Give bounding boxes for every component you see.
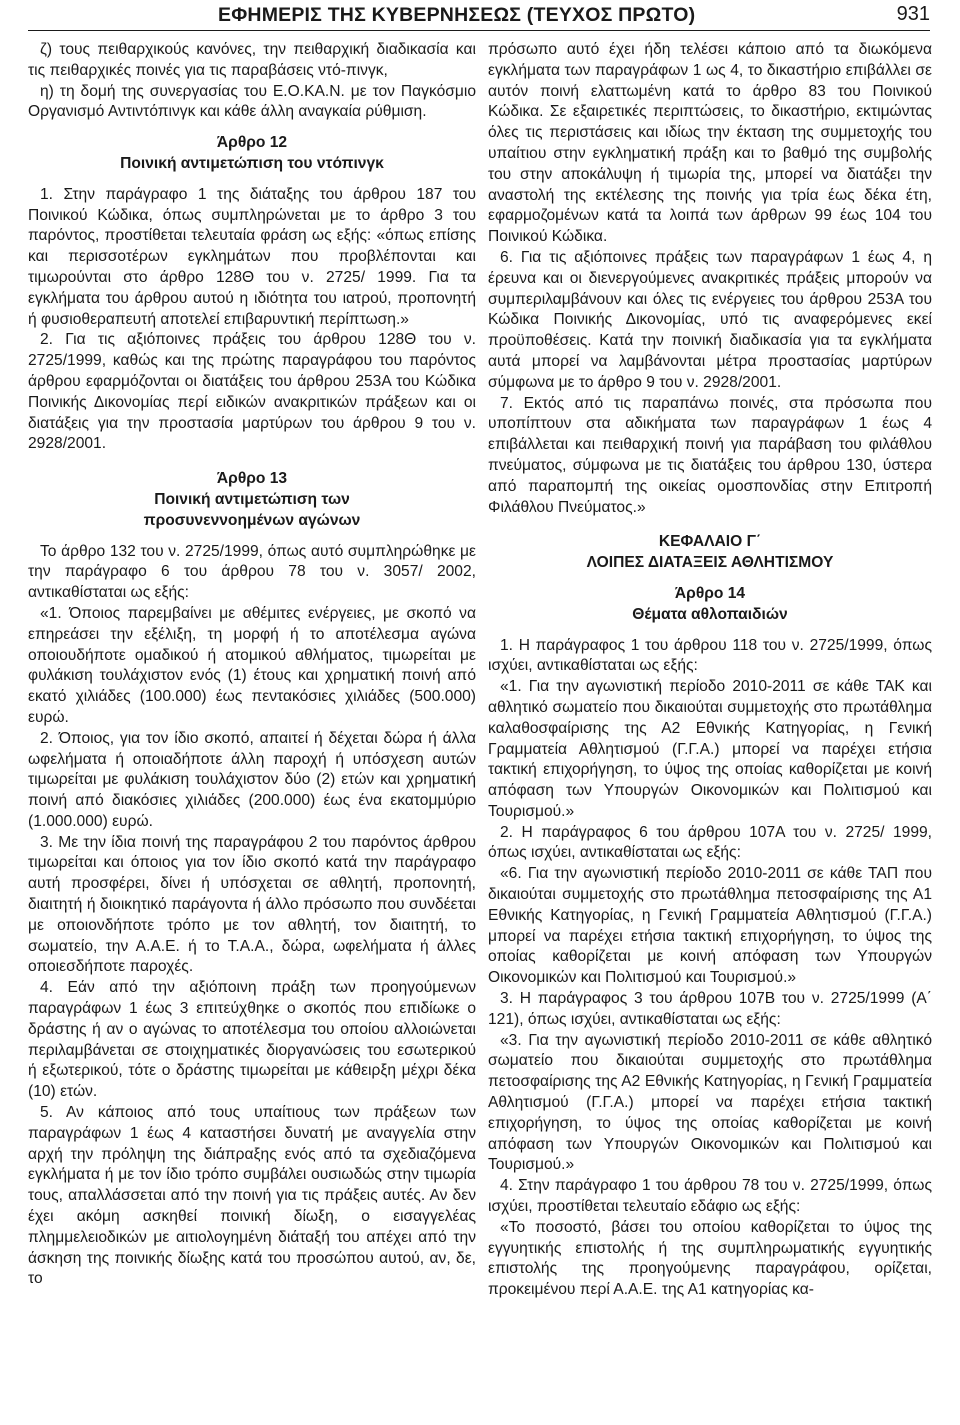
article-13-paragraph-5: 5. Αν κάποιος από τους υπαίτιους των πράξεων των παραγράφων 1 έως 4 καταστήσει δυνατή με αναγγελία στην αρχή την πρόληψη της διάπραξης ενός από τα σχεδιαζόμενα εγκλήματα ή με τον ίδιο τρόπο συμβάλει ουσιωδώς στην τιμωρία τους, απαλλάσσεται από την ποινή για τις πράξεις αυτές. Αν δεν έχει ακόμη ασκηθεί ποινική δίωξη, ο εισαγγελέας πλημμελειοδικών με αιτιολογημένη διάταξή του απέχει από την άσκηση της ποινικής δίωξης κατά του προσώπου αυτού, αν, δε, το xyxy=(28,1104,476,1288)
left-column xyxy=(28,40,476,1290)
article-12-subtitle: Ποινική αντιμετώπιση του ντόπινγκ xyxy=(120,154,384,172)
article-12-paragraph-2: 2. Για τις αξιόποινες πράξεις του άρθρου 128Θ του ν. 2725/1999, καθώς και της πρώτης παραγράφου του παρόντος άρθρου εφαρμόζονται οι διατάξεις του άρθρου 253Α του Κώδικα Ποινικής Δικονομίας περί ειδικών ανακριτικών πράξεων και οι διατάξεις για την προστασία μαρτύρων του άρθρου 9 του ν. 2928/2001. xyxy=(28,331,476,453)
article-13-intro: Το άρθρο 132 του ν. 2725/1999, όπως αυτό συμπληρώθηκε με την παράγραφο 6 του άρθρου 78 του ν. 3057/ 2002, αντικαθίσταται ως εξής: xyxy=(28,542,476,602)
article-14-title: Άρθρο 14 xyxy=(674,584,746,602)
article-13-paragraph-1: «1. Όποιος παρεμβαίνει με αθέμιτες ενέργειες, με σκοπό να επηρεάσει την εξέλιξη, τη μορφή ή το αποτέλεσμα αγώνα οποιουδήποτε ομαδικού ή ατομικού αθλήματος, τιμωρείται με φυλάκιση τουλάχιστον ενός (1) έτους και χρηματική ποινή από εκατό χιλιάδες (100.000) έως πεντακόσιες χιλιάδες (500.000) ευρώ. xyxy=(28,604,476,726)
article-14-quote-4: «Το ποσοστό, βάσει του οποίου καθορίζεται το ύψος της εγγυητικής επιστολής ή της συμπληρωματικής εγγυητικής επιστολής της προηγούμενης παραγράφου, ορίζεται, προκειμένου περί Α.Α.Ε. της Α1 κατηγορίας κα- xyxy=(488,1218,932,1299)
article-13-subtitle-line-2: προσυνεννοημένων αγώνων xyxy=(143,511,361,529)
right-column xyxy=(488,40,932,1301)
page-number: 931 xyxy=(896,3,930,25)
article-14-quote-2: «6. Για την αγωνιστική περίοδο 2010-2011 σε κάθε ΤΑΠ που δικαιούται συμμετοχής στο πρωτάθλημα πετοσφαίρισης της Α1 Εθνικής Κατηγορίας, η Γενική Γραμματεία Αθλητισμού (Γ.Γ.Α.) μπορεί να παρέχει ετήσια τακτική επιχορήγηση, το ύψος της οποίας καθορίζεται με κοινή απόφαση των Υπουργών Οικονομικών και Πολιτισμού και Τουρισμού.» xyxy=(488,865,932,987)
article-14-paragraph-1: 1. Η παράγραφος 1 του άρθρου 118 του ν. 2725/1999, όπως ισχύει, αντικαθίσταται ως εξής: xyxy=(488,636,932,675)
article-13-paragraph-2: 2. Όποιος, για τον ίδιο σκοπό, απαιτεί ή δέχεται δώρα ή άλλα ωφελήματα ή οποιαδήποτε άλλη παροχή ή υπόσχεση αυτών τιμωρείται με φυλάκιση τουλάχιστον δύο (2) ετών και χρηματική ποινή από διακόσιες χιλιάδες (200.000) έως ένα εκατομμύριο (1.000.000) ευρώ. xyxy=(28,729,476,830)
article-13-paragraph-4: 4. Εάν από την αξιόποινη πράξη των προηγούμενων παραγράφων 1 έως 3 επιτεύχθηκε ο σκοπός που επιδίωκε ο δράστης ή αν ο αγώνας το αποτέλεσμα του οποίου αλλοιώνεται περιλαμβάνεται σε στοιχηματικές διοργανώσεις του εσωτερικού ή εξωτερικού, τότε ο δράστης τιμωρείται με κάθειρξη μέχρι δέκα (10) ετών. xyxy=(28,979,476,1101)
page-header xyxy=(28,0,930,31)
article-14-quote-3: «3. Για την αγωνιστική περίοδο 2010-2011 σε κάθε αθλητικό σωματείο που δικαιούται συμμετοχής στο πρωτάθλημα πετοσφαίρισης της Α2 Εθνικής Κατηγορίας, η Γενική Γραμματεία Αθλητισμού (Γ.Γ.Α.) μπορεί να παρέχει ετήσια τακτική επιχορήγηση, το ύψος της οποίας καθορίζεται με κοινή απόφαση των Υπουργών Οικονομικών και Πολιτισμού και Τουρισμού.» xyxy=(488,1031,932,1174)
article-14-quote-1: «1. Για την αγωνιστική περίοδο 2010-2011 σε κάθε ΤΑΚ και αθλητικό σωματείο που δικαιούται συμμετοχής στο πρωτάθλημα καλαθοσφαίρισης της Α2 Εθνικής Κατηγορίας, η Γενική Γραμματεία Αθλητισμού (Γ.Γ.Α.) μπορεί να παρέχει ετήσια τακτική επιχορήγηση, το ύψος της οποίας καθορίζεται με κοινή απόφαση των Υπουργών Οικονομικών και Πολιτισμού και Τουρισμού.» xyxy=(488,678,932,820)
article-13-paragraph-3: 3. Με την ίδια ποινή της παραγράφου 2 του παρόντος άρθρου τιμωρείται και όποιος για τον ίδιο σκοπό κατά την παράγραφο αυτή προσφέρει, δίνει ή υπόσχεται σε αθλητή, προπονητή, διαιτητή ή διοικητικό παράγοντα ή άλλο πρόσωπο που συνδέεται με οποιονδήποτε τρόπο με τον αθλητή, τον διαιτητή, το σωματείο, την Α.Α.Ε. ή το Τ.Α.Α., δώρα, ωφελήματα ή άλλες οποιεσδήποτε παροχές. xyxy=(28,833,476,976)
article-13-subtitle-line-1: Ποινική αντιμετώπιση των xyxy=(154,490,350,508)
continued-paragraph: πρόσωπο αυτό έχει ήδη τελέσει κάποιο από τα διωκόμενα εγκλήματα των παραγράφων 1 ως 4, το δικαστήριο επιβάλλει σε αυτόν ποινή ελαττωμένη κατά το άρθρο 83 του Ποινικού Κώδικα. Σε εξαιρετικές περιπτώσεις, το δικαστήριο, εκτιμώντας όλες τις περιστάσεις και ιδίως την έκταση της συμμετοχής του υπαίτιου στην εγκληματική πράξη και το βαθμό της συμβολής του στην αποκάλυψη ή τιμωρία της, μπορεί να διατάξει την αναστολή της εκτέλεσης της ποινής για τρία έως δέκα έτη, εφαρμοζομένων κατά τα λοιπά των άρθρων 99 έως 104 του Ποινικού Κώδικα. xyxy=(488,41,932,246)
article-13-paragraph-7: 7. Εκτός από τις παραπάνω ποινές, στα πρόσωπα που υποπίπτουν στα αδικήματα των παραγράφων 1 έως 4 επιβάλλεται και πειθαρχική ποινή για παράβαση του φιλάθλου πνεύματος, σύμφωνα με τις διατάξεις του άρθρου 130, ύστερα από παραπομπή της οικείας ομοσπονδίας στην Επιτροπή Φιλάθλου Πνεύματος.» xyxy=(488,394,932,516)
chapter-subtitle: ΛΟΙΠΕΣ ΔΙΑΤΑΞΕΙΣ ΑΘΛΗΤΙΣΜΟΥ xyxy=(586,554,834,572)
article-14-subtitle: Θέματα αθλοπαιδιών xyxy=(632,605,788,623)
article-13-title: Άρθρο 13 xyxy=(216,470,288,488)
article-14-paragraph-3: 3. Η παράγραφος 3 του άρθρου 107Β του ν. 2725/1999 (Α΄ 121), όπως ισχύει, αντικαθίσταται ως εξής: xyxy=(488,990,932,1028)
header-title: ΕΦΗΜΕΡΙΣ ΤΗΣ ΚΥΒΕΡΝΗΣΕΩΣ (ΤΕΥΧΟΣ ΠΡΩΤΟ) xyxy=(218,4,696,26)
article-13-paragraph-6: 6. Για τις αξιόποινες πράξεις των παραγράφων 1 έως 4, η έρευνα και οι διενεργούμενες ανακριτικές πράξεις μπορούν να συμπεριλαμβάνουν και όλες τις ενέργειες του άρθρου 253Α του Κώδικα Ποινικής Δικονομίας, υπό τις αναφερόμενες εκεί προϋποθέσεις. Κατά την ποινική διαδικασία για τα εγκλήματα αυτά μπορεί να λαμβάνονται μέτρα προστασίας μαρτύρων σύμφωνα με το άρθρο 9 του ν. 2928/2001. xyxy=(488,248,932,391)
chapter-title: ΚΕΦΑΛΑΙΟ Γ΄ xyxy=(658,533,762,551)
paragraph-i: η) τη δομή της συνεργασίας του Ε.Ο.ΚΑ.Ν. με τον Παγκόσμιο Οργανισμό Αντιντόπινγκ και κάθε άλλη αναγκαία ρύθμιση. xyxy=(28,82,476,121)
article-12-title: Άρθρο 12 xyxy=(216,134,288,152)
article-12-paragraph-1: 1. Στην παράγραφο 1 της διάταξης του άρθρου 187 του Ποινικού Κώδικα, όπως συμπληρώνεται με το άρθρο 3 του παρόντος, προστίθεται τελευταία φράση ως εξής: «όπως επίσης και περισσοτέρων εγκλημάτων που προβλέπονται και τιμωρούνται στο άρθρο 128Θ του ν. 2725/ 1999. Για τα εγκλήματα του άρθρου αυτού η ιδιότητα του ιατρού, προπονητή ή φυσιοθεραπευτή αποτελεί επιβαρυντική περίπτωση.» xyxy=(28,185,476,328)
article-14-paragraph-4: 4. Στην παράγραφο 1 του άρθρου 78 του ν. 2725/1999, όπως ισχύει, προστίθεται τελευταίο εδάφιο ως εξής: xyxy=(488,1177,932,1216)
paragraph-z: ζ) τους πειθαρχικούς κανόνες, την πειθαρχική διαδικασία και τις πειθαρχικές ποινές για τις παραβάσεις ντό-πινγκ, xyxy=(28,41,476,79)
article-14-paragraph-2: 2. Η παράγραφος 6 του άρθρου 107Α του ν. 2725/ 1999, όπως ισχύει, αντικαθίσταται ως εξής: xyxy=(488,823,932,862)
